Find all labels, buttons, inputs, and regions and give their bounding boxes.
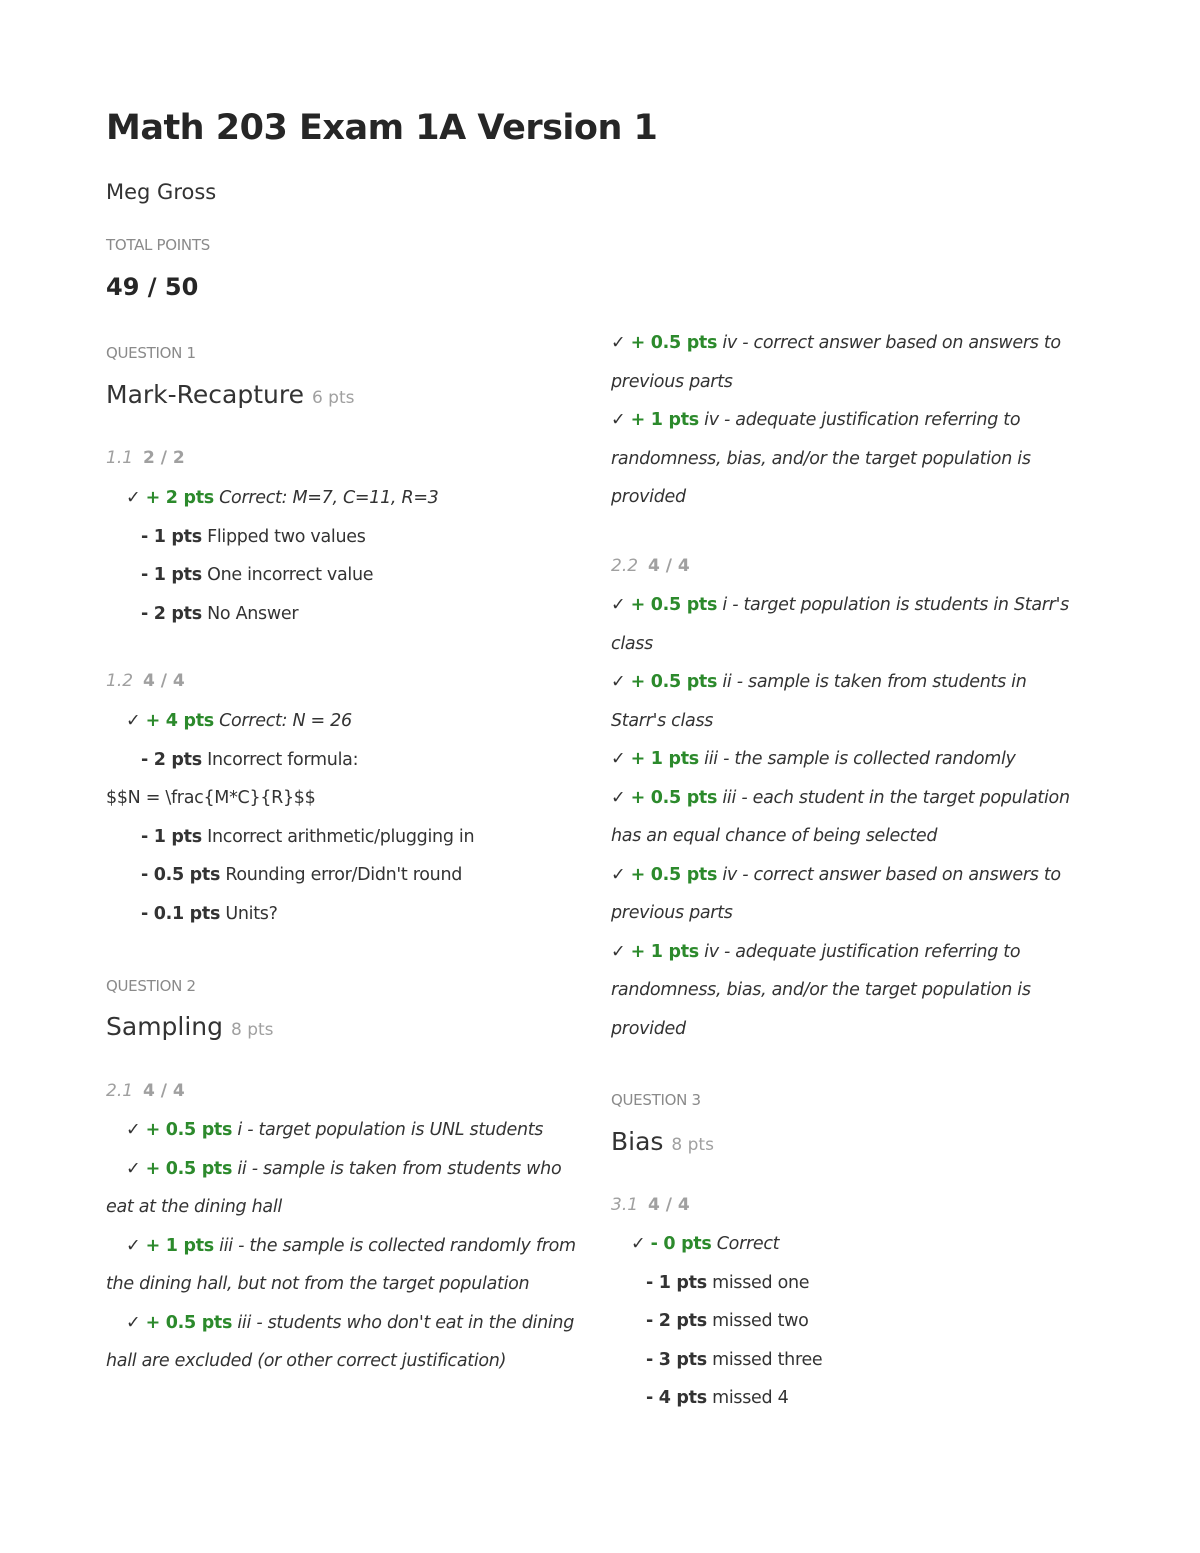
subquestion-number: 3.1: [611, 1195, 639, 1215]
subquestion-2-2: [611, 556, 690, 576]
check-mark-icon: ✓: [611, 864, 626, 885]
rubric-item-applied: [611, 586, 1070, 625]
rubric-item-applied: [611, 779, 1070, 818]
question-3-label: QUESTION 3: [611, 1091, 701, 1109]
rubric-points: + 1 pts: [145, 1235, 214, 1256]
rubric-points: - 1 pts: [646, 1272, 707, 1293]
rubric-points: + 1 pts: [630, 941, 699, 962]
rubric-description: provided: [611, 1018, 686, 1039]
rubric-item-applied: [106, 1304, 576, 1343]
rubric-item: [106, 741, 474, 780]
rubric-points: - 0.5 pts: [141, 865, 221, 885]
rubric-points: - 2 pts: [646, 1311, 707, 1331]
total-score: 49 / 50: [106, 273, 199, 301]
rubric-item-continued: [611, 817, 1070, 856]
rubric-description: Incorrect formula:: [207, 749, 359, 770]
rubric-description: Correct: [716, 1234, 780, 1254]
rubric-item: [611, 1302, 822, 1341]
rubric-description: missed 4: [712, 1388, 789, 1408]
rubric-item-continued: [106, 1265, 576, 1304]
check-mark-icon: ✓: [126, 1120, 141, 1140]
rubric-item-applied: [106, 1111, 576, 1150]
question-title-text: Sampling: [106, 1012, 224, 1041]
rubric-description: hall are excluded (or other correct justification): [106, 1351, 507, 1371]
rubric-item-applied: [611, 324, 1061, 363]
question-1-label: QUESTION 1: [106, 344, 196, 362]
rubric-item: [611, 1341, 822, 1380]
check-mark-icon: ✓: [126, 488, 141, 508]
subquestion-number: 2.2: [611, 556, 639, 576]
rubric-description: Units?: [225, 903, 278, 924]
rubric-points: - 1 pts: [141, 526, 202, 547]
rubric-item: [106, 518, 439, 557]
rubric-points: - 0.1 pts: [141, 903, 221, 924]
rubric-item-continued: [611, 971, 1070, 1010]
rubric-description: One incorrect value: [207, 565, 374, 585]
rubric-description: missed two: [712, 1311, 809, 1331]
subquestion-number: 1.1: [106, 448, 134, 468]
rubric-item-continued: [106, 1342, 576, 1381]
check-mark-icon: ✓: [611, 595, 626, 615]
rubric-description: randomness, bias, and/or the target population is: [611, 980, 1031, 1000]
rubric-description: previous parts: [611, 371, 733, 392]
rubric-description: $$N = \frac{M*C}{R}$$: [106, 788, 316, 808]
rubric-item-continued: [611, 625, 1070, 664]
rubric-description: Correct: M=7, C=11, R=3: [219, 488, 439, 508]
rubric-points: - 1 pts: [141, 826, 202, 847]
rubric-points: + 0.5 pts: [145, 1158, 233, 1179]
question-2-title: [106, 1012, 274, 1041]
rubric-1-2: [106, 702, 474, 933]
total-points-label: TOTAL POINTS: [106, 236, 210, 254]
subquestion-2-1: [106, 1081, 185, 1101]
question-3-title: [611, 1127, 714, 1156]
rubric-points: + 0.5 pts: [630, 672, 718, 692]
student-name: Meg Gross: [106, 180, 217, 204]
subquestion-score: 4 / 4: [143, 1081, 185, 1101]
check-mark-icon: ✓: [611, 749, 626, 769]
rubric-item: [106, 895, 474, 934]
rubric-description: i - target population is students in Starr's: [722, 595, 1069, 615]
subquestion-number: 2.1: [106, 1081, 134, 1101]
rubric-item-continued: [611, 702, 1070, 741]
question-points: 6 pts: [311, 388, 355, 408]
rubric-item: [611, 1379, 822, 1418]
rubric-item-applied: [611, 740, 1070, 779]
rubric-description: iii - students who don't eat in the dining: [237, 1312, 575, 1333]
rubric-points: - 0 pts: [650, 1234, 712, 1254]
rubric-points: - 3 pts: [646, 1349, 707, 1370]
rubric-description: iv - correct answer based on answers to: [722, 864, 1061, 885]
rubric-item-applied: [106, 479, 439, 518]
rubric-item: [106, 595, 439, 634]
rubric-item-continued: [611, 1010, 1070, 1049]
rubric-item-applied: [611, 933, 1070, 972]
rubric-item: [106, 818, 474, 857]
rubric-description: No Answer: [207, 603, 299, 624]
question-points: 8 pts: [671, 1135, 714, 1155]
question-1-title: [106, 380, 355, 409]
rubric-description: iv - adequate justification referring to: [704, 410, 1021, 430]
rubric-description: previous parts: [611, 903, 733, 923]
rubric-points: + 0.5 pts: [145, 1120, 233, 1140]
rubric-item-applied: [106, 702, 474, 741]
question-title-text: Mark-Recapture: [106, 380, 304, 409]
rubric-2-2: [611, 586, 1070, 1048]
rubric-description: Correct: N = 26: [219, 711, 352, 731]
subquestion-1-2: [106, 671, 185, 691]
check-mark-icon: ✓: [611, 333, 626, 353]
rubric-description: missed one: [712, 1272, 810, 1293]
question-points: 8 pts: [230, 1020, 274, 1040]
rubric-points: + 0.5 pts: [630, 595, 718, 615]
rubric-description: class: [611, 633, 653, 654]
subquestion-score: 4 / 4: [648, 556, 690, 576]
rubric-description: Starr's class: [611, 710, 714, 731]
subquestion-score: 4 / 4: [648, 1195, 690, 1215]
rubric-description: iii - the sample is collected randomly from: [219, 1235, 576, 1256]
rubric-description: iv - correct answer based on answers to: [722, 333, 1061, 353]
rubric-item: [106, 856, 474, 895]
rubric-description: ii - sample is taken from students in: [722, 672, 1027, 692]
rubric-points: + 2 pts: [145, 488, 214, 508]
rubric-points: + 0.5 pts: [630, 333, 718, 353]
rubric-description: iii - each student in the target population: [722, 787, 1070, 808]
question-title-text: Bias: [611, 1127, 664, 1156]
check-mark-icon: ✓: [611, 787, 626, 808]
rubric-item: [106, 556, 439, 595]
rubric-description: iii - the sample is collected randomly: [704, 749, 1016, 769]
rubric-1-1: [106, 479, 439, 633]
rubric-points: + 4 pts: [145, 711, 214, 731]
rubric-item-continued: [611, 478, 1061, 517]
rubric-description: Rounding error/Didn't round: [225, 865, 463, 885]
rubric-item-continued: [106, 1188, 576, 1227]
rubric-3-1: [611, 1225, 822, 1418]
check-mark-icon: ✓: [126, 1158, 141, 1179]
rubric-description: provided: [611, 487, 686, 507]
check-mark-icon: ✓: [126, 1235, 141, 1256]
rubric-points: - 2 pts: [141, 749, 202, 770]
rubric-points: - 4 pts: [646, 1388, 707, 1408]
rubric-points: + 0.5 pts: [145, 1312, 233, 1333]
rubric-description: the dining hall, but not from the target population: [106, 1274, 530, 1294]
rubric-points: + 1 pts: [630, 410, 699, 430]
rubric-points: + 0.5 pts: [630, 864, 718, 885]
check-mark-icon: ✓: [611, 941, 626, 962]
check-mark-icon: ✓: [631, 1234, 646, 1254]
subquestion-score: 2 / 2: [143, 448, 185, 468]
rubric-description: missed three: [712, 1349, 823, 1370]
rubric-item-continued: [106, 779, 474, 818]
rubric-description: has an equal chance of being selected: [611, 826, 938, 846]
exam-title: Math 203 Exam 1A Version 1: [106, 108, 658, 148]
rubric-points: - 1 pts: [141, 565, 202, 585]
subquestion-1-1: [106, 448, 185, 468]
rubric-item-continued: [611, 894, 1070, 933]
rubric-points: + 0.5 pts: [630, 787, 718, 808]
rubric-item-applied: [611, 663, 1070, 702]
rubric-item-applied: [611, 1225, 822, 1264]
rubric-item-applied: [106, 1150, 576, 1189]
rubric-points: - 2 pts: [141, 603, 202, 624]
check-mark-icon: ✓: [126, 711, 141, 731]
rubric-item-continued: [611, 440, 1061, 479]
question-2-label: QUESTION 2: [106, 977, 196, 995]
rubric-2-1-part-a: [106, 1111, 576, 1381]
subquestion-number: 1.2: [106, 671, 134, 691]
rubric-item-applied: [106, 1227, 576, 1266]
check-mark-icon: ✓: [611, 410, 626, 430]
rubric-points: + 1 pts: [630, 749, 699, 769]
rubric-description: i - target population is UNL students: [237, 1120, 544, 1140]
subquestion-3-1: [611, 1195, 690, 1215]
rubric-description: eat at the dining hall: [106, 1197, 282, 1217]
rubric-item: [611, 1264, 822, 1303]
rubric-description: Flipped two values: [207, 526, 366, 547]
rubric-description: randomness, bias, and/or the target population is: [611, 448, 1031, 469]
rubric-description: Incorrect arithmetic/plugging in: [207, 826, 475, 847]
check-mark-icon: ✓: [126, 1312, 141, 1333]
rubric-2-1-part-b: [611, 324, 1061, 517]
check-mark-icon: ✓: [611, 672, 626, 692]
subquestion-score: 4 / 4: [143, 671, 185, 691]
rubric-description: iv - adequate justification referring to: [704, 941, 1021, 962]
rubric-item-applied: [611, 856, 1070, 895]
rubric-description: ii - sample is taken from students who: [237, 1158, 562, 1179]
rubric-item-applied: [611, 401, 1061, 440]
rubric-item-continued: [611, 363, 1061, 402]
